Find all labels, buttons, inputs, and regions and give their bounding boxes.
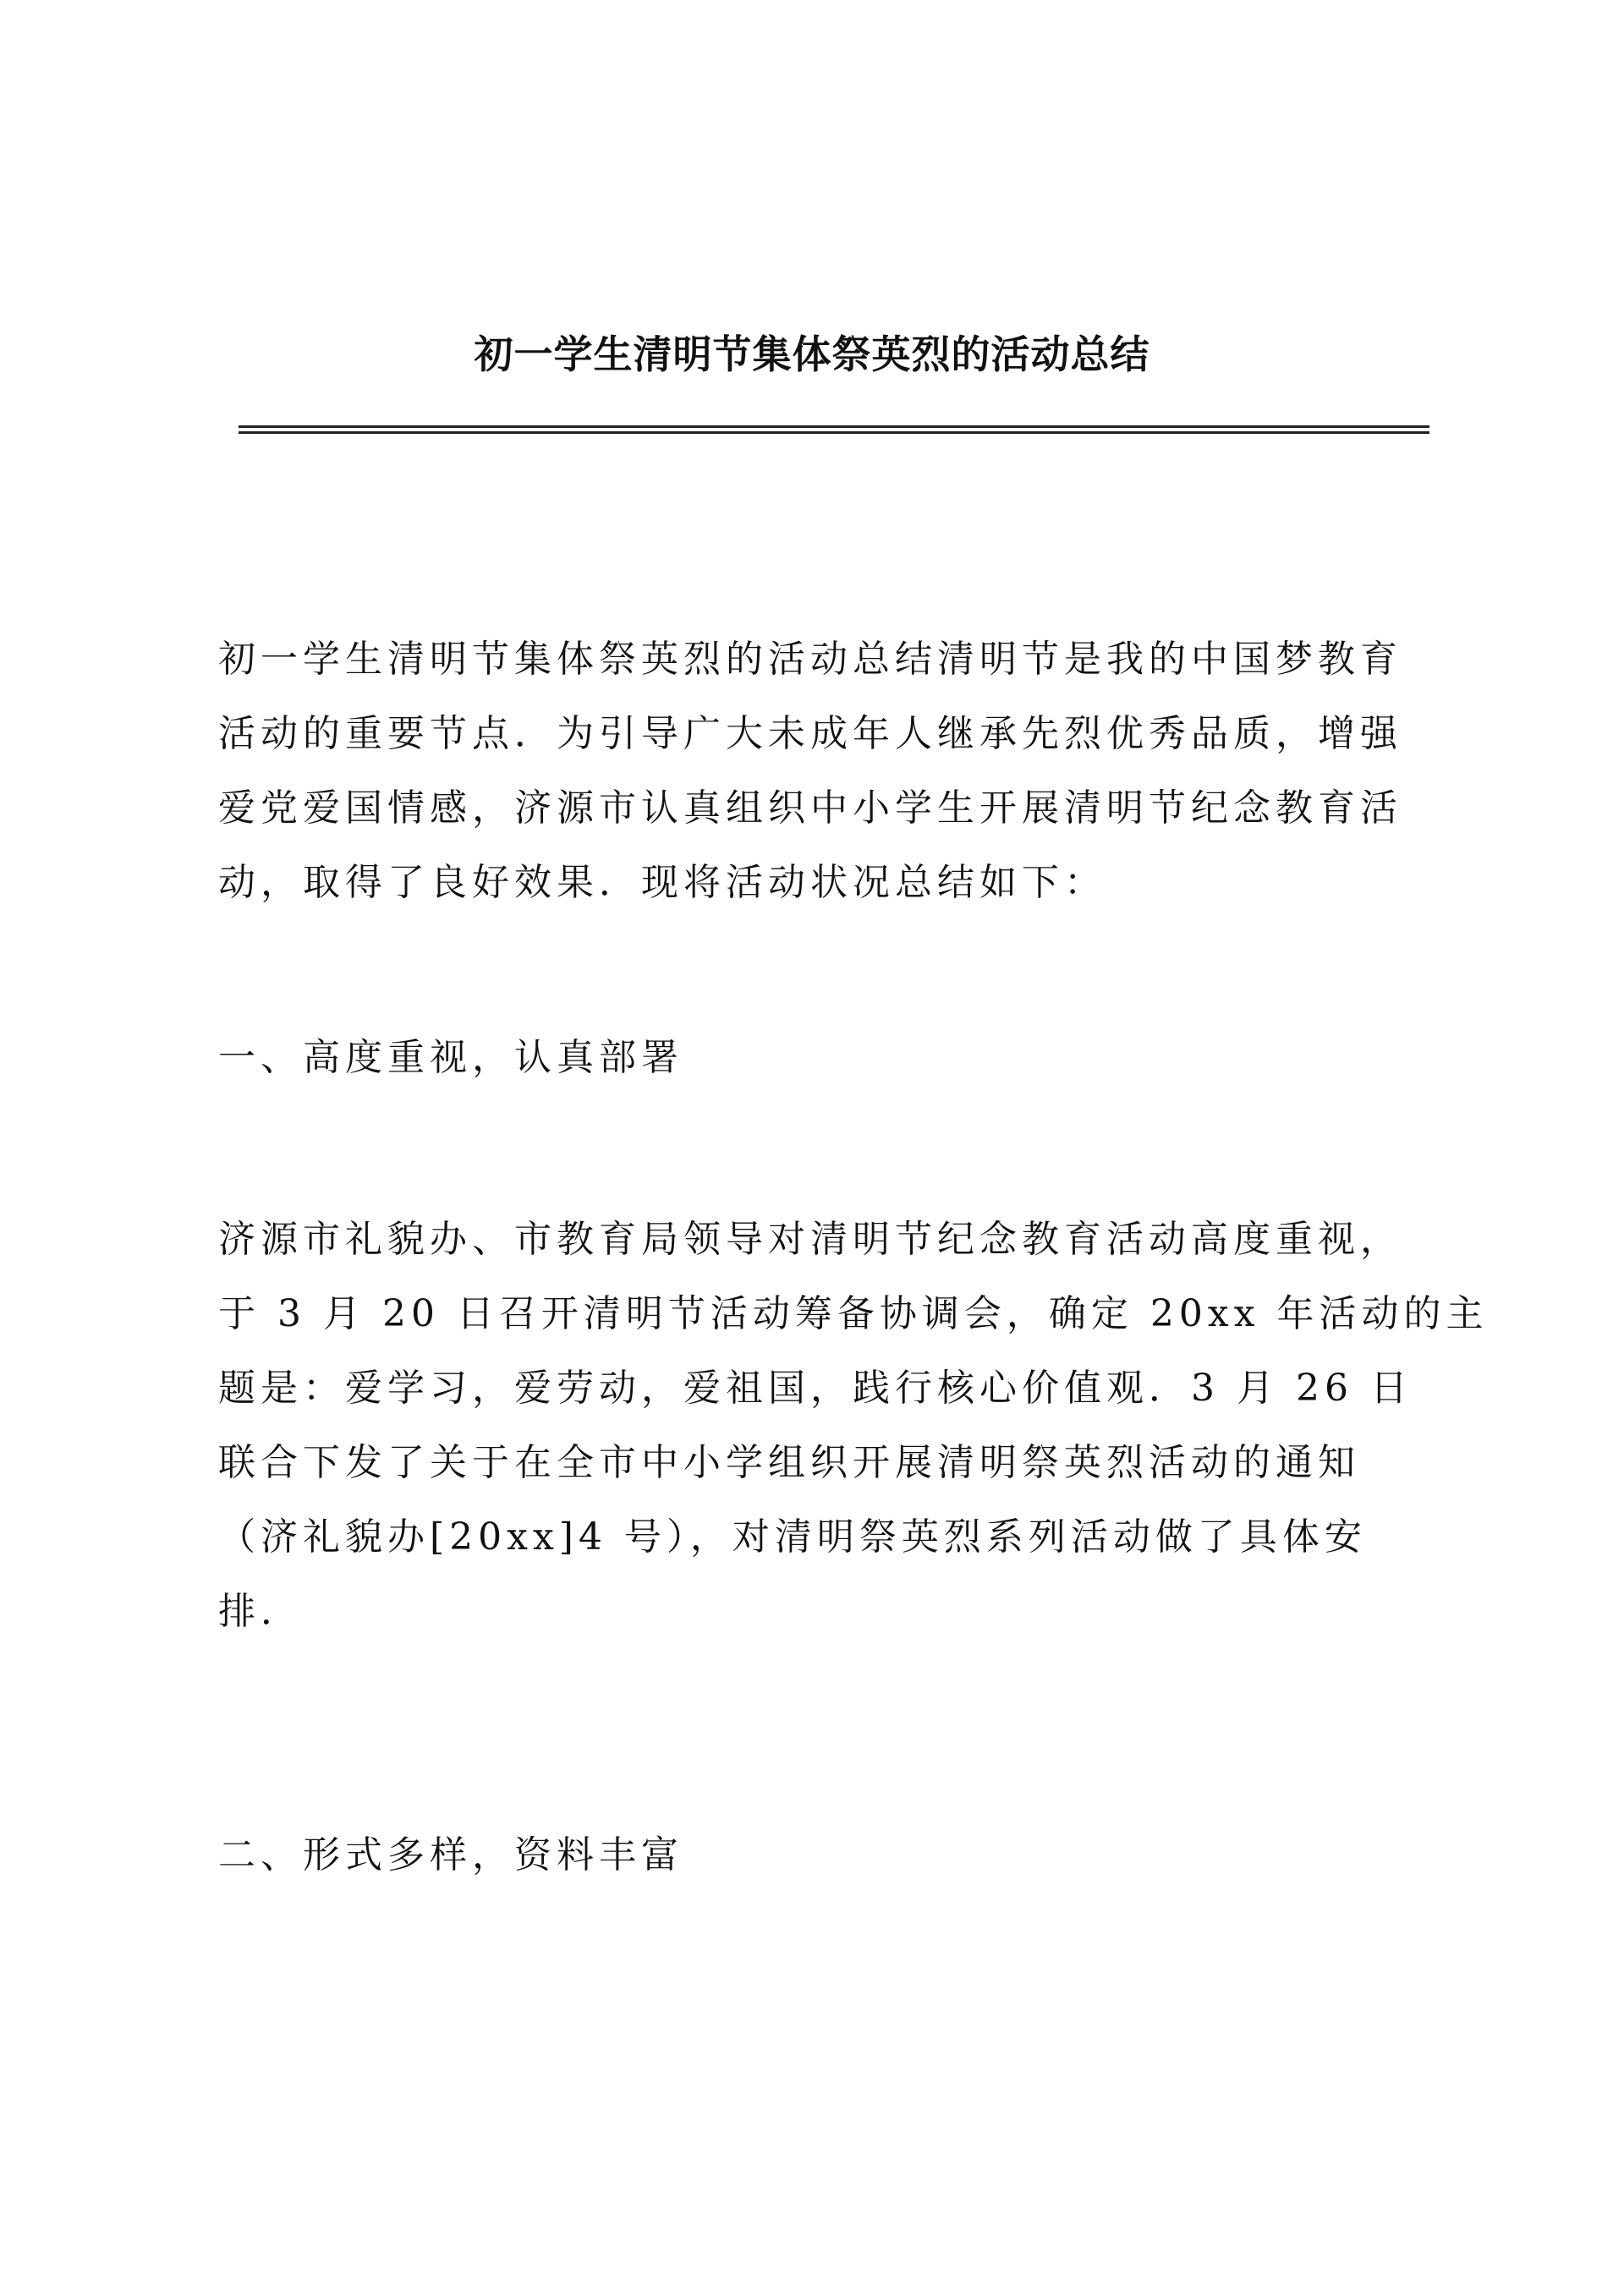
- paragraph-line: 联合下发了关于在全市中小学组织开展清明祭英烈活动的通知: [218, 1441, 1360, 1484]
- title-double-rule: [239, 425, 1429, 434]
- section1-paragraph: [218, 1203, 1489, 1649]
- section-heading-1: 一、高度重视，认真部署: [218, 1036, 683, 1079]
- rule-line-bottom: [239, 431, 1429, 434]
- paragraph-line: 济源市礼貌办、市教育局领导对清明节纪念教育活动高度重视，: [218, 1218, 1402, 1261]
- rule-line-top: [239, 425, 1429, 428]
- paragraph-line: 爱党爱国情感，济源市认真组织中小学生开展清明节纪念教育活: [218, 786, 1402, 830]
- paragraph-line: 于 3 月 20 日召开清明节活动筹备协调会，确定 20xx 年活动的主: [218, 1292, 1489, 1335]
- paragraph-line: 动，取得了良好效果．现将活动状况总结如下：: [218, 861, 1106, 904]
- paragraph-line: 初一学生清明节集体祭英烈的活动总结清明节是我的中国梦教育: [218, 638, 1402, 681]
- paragraph-line: 活动的重要节点．为引导广大未成年人继承先烈优秀品质，增强: [218, 712, 1402, 755]
- paragraph-line: 排．: [218, 1590, 303, 1633]
- section-heading-2: 二、形式多样，资料丰富: [218, 1833, 683, 1877]
- paragraph-line: （济礼貌办[20xx]4 号），对清明祭英烈系列活动做了具体安: [218, 1515, 1367, 1559]
- paragraph-line: 题是：爱学习，爱劳动，爱祖国，践行核心价值观．3 月 26 日: [218, 1367, 1413, 1410]
- intro-paragraph: [218, 622, 1436, 920]
- document-title: 初一学生清明节集体祭英烈的活动总结: [474, 332, 1150, 377]
